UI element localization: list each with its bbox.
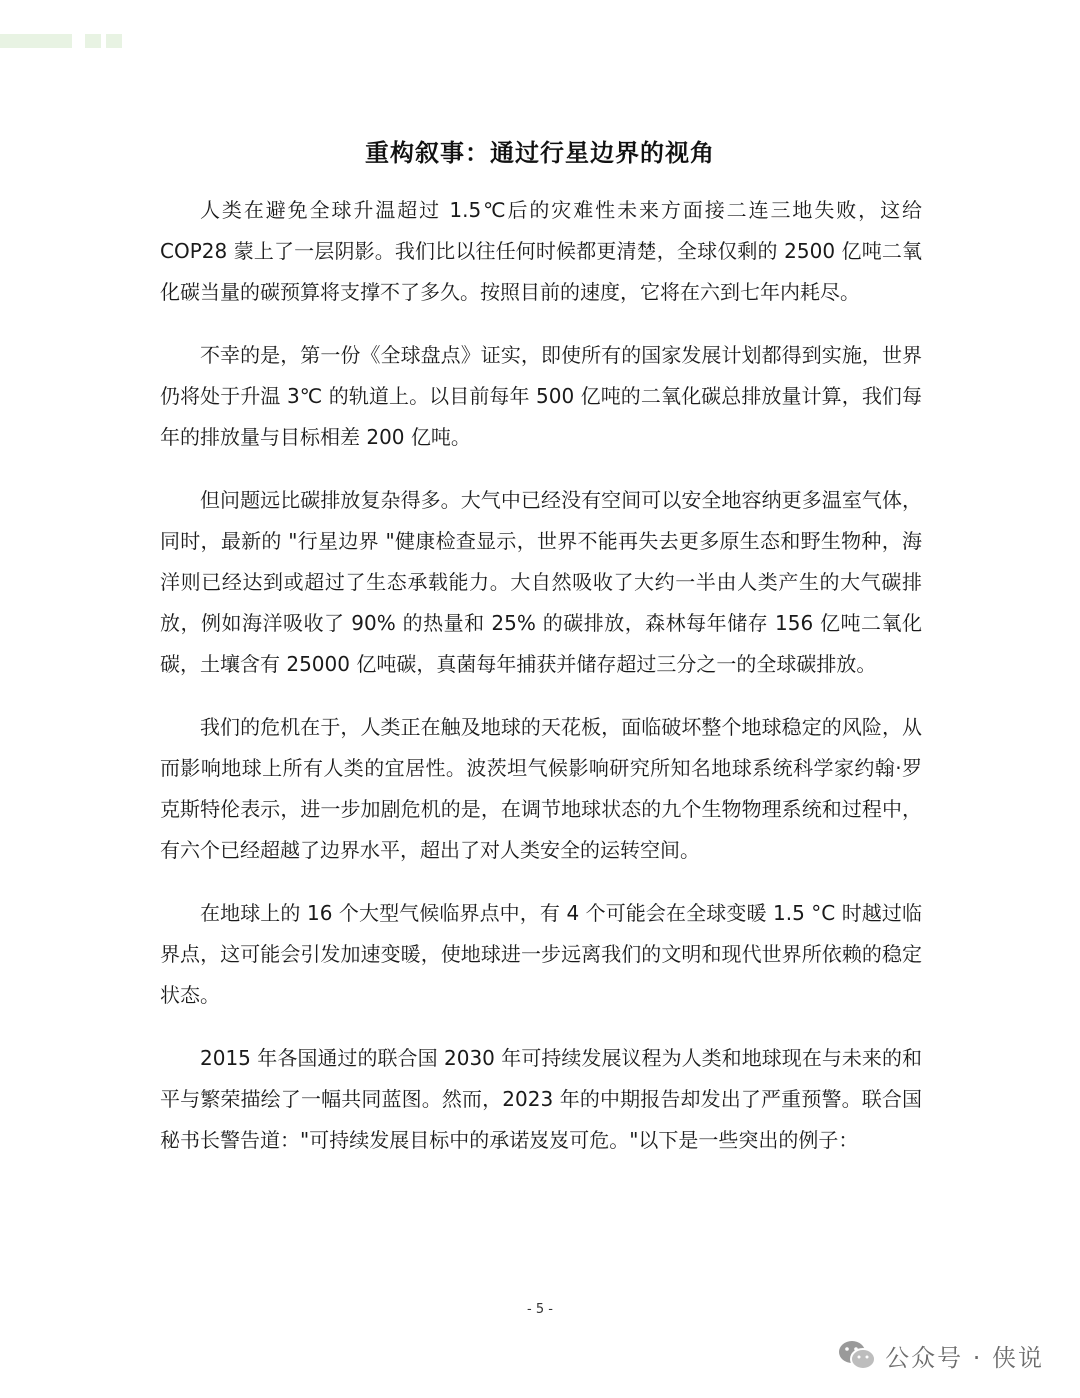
watermark-text: 公众号 · 侠说 bbox=[885, 1343, 1044, 1372]
paragraph: 我们的危机在于，人类正在触及地球的天花板，面临破坏整个地球稳定的风险，从而影响地球上所有人类的宜居性。波茨坦气候影响研究所知名地球系统科学家约翰·罗克斯特伦表示，进一步加剧危机的是，在调节地球状态的九个生物物理系统和过程中，有六个已经超越了边界水平，超出了对人类安全的运转空间。 bbox=[160, 715, 922, 862]
header-decoration-bar bbox=[0, 34, 72, 48]
header-decoration-square bbox=[106, 34, 122, 48]
paragraph: 但问题远比碳排放复杂得多。大气中已经没有空间可以安全地容纳更多温室气体，同时，最新的 "行星边界 "健康检查显示，世界不能再失去更多原生态和野生物种，海洋则已经达到或超过了生态承载能力。大自然吸收了大约一半由人类产生的大气碳排放，例如海洋吸收了 90% 的热量和 25% 的碳排放，森林每年储存 156 亿吨二氧化碳，土壤含有 25000 亿吨碳，真菌每年捕获并储存超过三分之一的全球碳排放。 bbox=[160, 488, 922, 676]
header-decoration-square bbox=[85, 34, 101, 48]
page-title: 重构叙事：通过行星边界的视角 bbox=[365, 139, 715, 167]
paragraph: 不幸的是，第一份《全球盘点》证实，即使所有的国家发展计划都得到实施，世界仍将处于升温 3℃ 的轨道上。以目前每年 500 亿吨的二氧化碳总排放量计算，我们每年的排放量与目标相差 200 亿吨。 bbox=[160, 343, 922, 449]
paragraph: 人类在避免全球升温超过 1.5℃后的灾难性未来方面接二连三地失败，这给 COP28 蒙上了一层阴影。我们比以往任何时候都更清楚，全球仅剩的 2500 亿吨二氧化碳当量的碳预算将支撑不了多久。按照目前的速度，它将在六到七年内耗尽。 bbox=[160, 198, 922, 304]
wechat-icon bbox=[837, 1338, 877, 1372]
page-number: - 5 - bbox=[527, 1302, 553, 1317]
document-body bbox=[160, 190, 922, 1183]
watermark bbox=[837, 1335, 1044, 1375]
paragraph: 在地球上的 16 个大型气候临界点中，有 4 个可能会在全球变暖 1.5 °C 时越过临界点，这可能会引发加速变暖，使地球进一步远离我们的文明和现代世界所依赖的稳定状态。 bbox=[160, 901, 922, 1007]
paragraph: 2015 年各国通过的联合国 2030 年可持续发展议程为人类和地球现在与未来的和平与繁荣描绘了一幅共同蓝图。然而，2023 年的中期报告却发出了严重预警。联合国秘书长警告道："可持续发展目标中的承诺岌岌可危。"以下是一些突出的例子： bbox=[160, 1046, 922, 1152]
